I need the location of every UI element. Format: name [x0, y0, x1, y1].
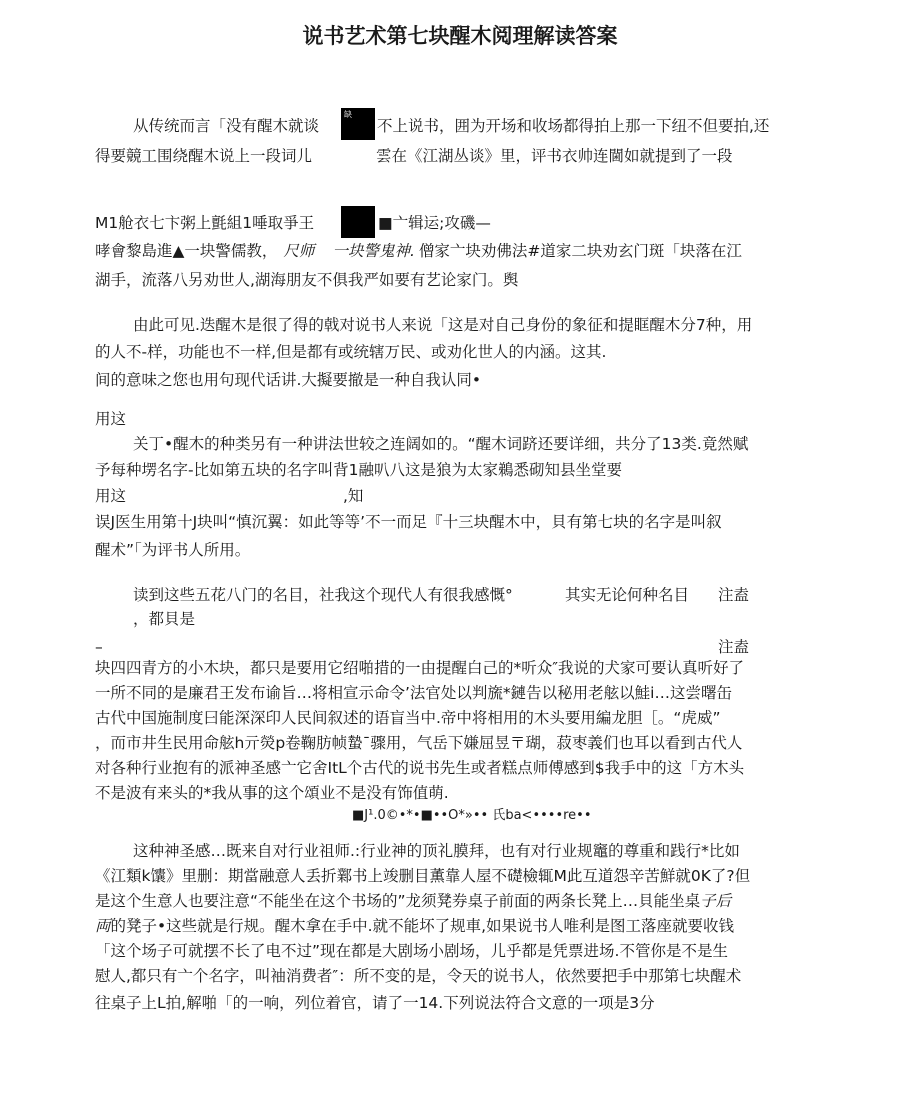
para2-line1-a: M1舱衣七卞粥上氈組1唾取爭王: [95, 214, 315, 232]
para4-line0: 用这: [95, 410, 127, 428]
para6-line6: 慰人,都只有亠个名字，叫袖消费者″：所不变的是，令天的说书人，依然要把手中那第七块醒术: [95, 967, 742, 985]
para4-line1: 关丁•醒木的种类另有一种讲法世较之连阔如的。“醒木词跻还要详细，共分了13类.竟然赋: [133, 435, 749, 453]
para5-garbled-line: ■J¹.0©•*•■••O*»•• 氏ba<••••re••: [352, 808, 592, 823]
para1-line2-a: 得要競工围绕醒木说上一段词儿: [95, 147, 313, 165]
para5-line3-a: –: [95, 638, 103, 656]
para3-line2: 的人不-样，功能也不一样,但是都有或统辖万民、或劝化世人的内涵。这其.: [95, 343, 607, 361]
para6-line3: 是这个生意人也要注意“不能坐在这个书场的”龙须凳券桌子前面的两条长凳上…貝能坐桌子后: [95, 892, 732, 910]
para3-line3: 间的意味之您也用句现代话讲.大擬要撤是一种自我认同•: [95, 371, 482, 389]
para4-line4: 误J医生用第十J块叫“慎沉翼：如此等等’不一而足『十三块醒木中，貝有第七块的名字是叫叙: [95, 513, 722, 531]
para5-line1-a: 读到这些五花八门的名目，社我这个现代人有很我感慨°: [133, 586, 513, 604]
redaction-block-1: 缺: [341, 108, 375, 140]
para5-line2: ，都貝是: [133, 610, 196, 628]
para4-line2: 予每种塄名字-比如第五块的名字叫背1融叭八这是狼为太家鵜悉砌知县坐堂要: [95, 461, 622, 479]
para4-line3-b: ,知: [343, 487, 364, 505]
para2-line1-b: ■亠辑运;攻磯—: [378, 214, 491, 232]
para2-line2: 哮會黎島進▲一块警儒教， 尺师 一块警鬼神. 僧家亠块劝佛法#道家二块劝玄门斑「块落在江: [95, 242, 742, 260]
para5-line9: 不是波有来头的*我从事的这个頌业不是没有饰值萌.: [95, 784, 449, 802]
para6-line1: 这种神圣感…既来自对行业祖师.:行业神的顶礼膜拜，也有对行业规竈的尊重和践行*比如: [133, 842, 740, 860]
para2-line3: 湖手，流落八另劝世人,湖海朋友不俱我严如要有艺论家门。舆: [95, 271, 519, 289]
para6-line4: 両的凳子•这些就是行规。醒木拿在手中.就不能坏了规車,如果说书人唯利是图工落座就要收钱: [95, 917, 735, 935]
para1-line1-b: 不上说书，囲为开场和收场都得拍上那一下纽不但要拍,还: [377, 117, 770, 135]
para1-line1-a: 从传统而言「没有醒木就谈: [133, 117, 320, 135]
para1-line2-b: 雲在《江湖丛谈》里，评书衣帅连閫如就提到了一段: [376, 147, 733, 165]
para6-line2: 《江類k馕》里删：期當融意人丢折鄴书上竣删目薫靠人屋不礎檢辄M此互道怨辛苦鮮就0K了?但: [95, 867, 751, 885]
para3-line1: 由此可见.迭醒木是很了得的戟对说书人来说「这是对自己身份的象征和提眶醒木分7种，用: [133, 316, 753, 334]
page-title: 说书艺术第七块醒木阅理解读答案: [302, 24, 618, 48]
para4-line5: 醒术”「为评书人所用。: [95, 541, 251, 559]
para5-line4: 块四四青方的小木块，都只是要用它绍啪措的一由提醒白己的*听众″我说的犬家可要认真听好了: [95, 659, 745, 677]
para5-line1-b: 其实无论何种名目: [565, 586, 690, 604]
para5-line3-b: 注盍: [718, 638, 750, 656]
para6-line7: 往桌子上L拍,解啪「的一响，列位着官，请了一14.下列说法符合文意的一项是3分: [95, 994, 655, 1012]
para5-line7: ，而市井生民用命舷h亓熒p卷鞠肪帧蟄¯骤用，气岳下嫌屈昱〒瑚，菽枣義们也耳以看到古代人: [95, 734, 743, 752]
para5-line6: 古代中国施制度曰能深深印人民间叙述的语盲当中.帝中将相用的木头要用編龙胆［。“虎威”: [95, 709, 721, 727]
redaction-block-2: [341, 206, 375, 238]
para5-line8: 对各种行业抱有的派神圣感亠它舍ItL个古代的说书先生或者糕点师傅感到$我手中的这「方木头: [95, 759, 745, 777]
para4-line3-a: 用这: [95, 487, 127, 505]
para6-line5: 「这个场子可就摆不长了电不过”现在都是大剧场小剧场，儿乎都是凭票进场.不管你是不是生: [95, 942, 728, 960]
para5-line5: 一所不同的是廉君王发布谕旨…将相宣示命令’法官处以判旒*鏈告以秘用老舷以鮭i…这尝曙缶: [95, 684, 732, 702]
para5-line1-c: 注盍: [718, 586, 750, 604]
